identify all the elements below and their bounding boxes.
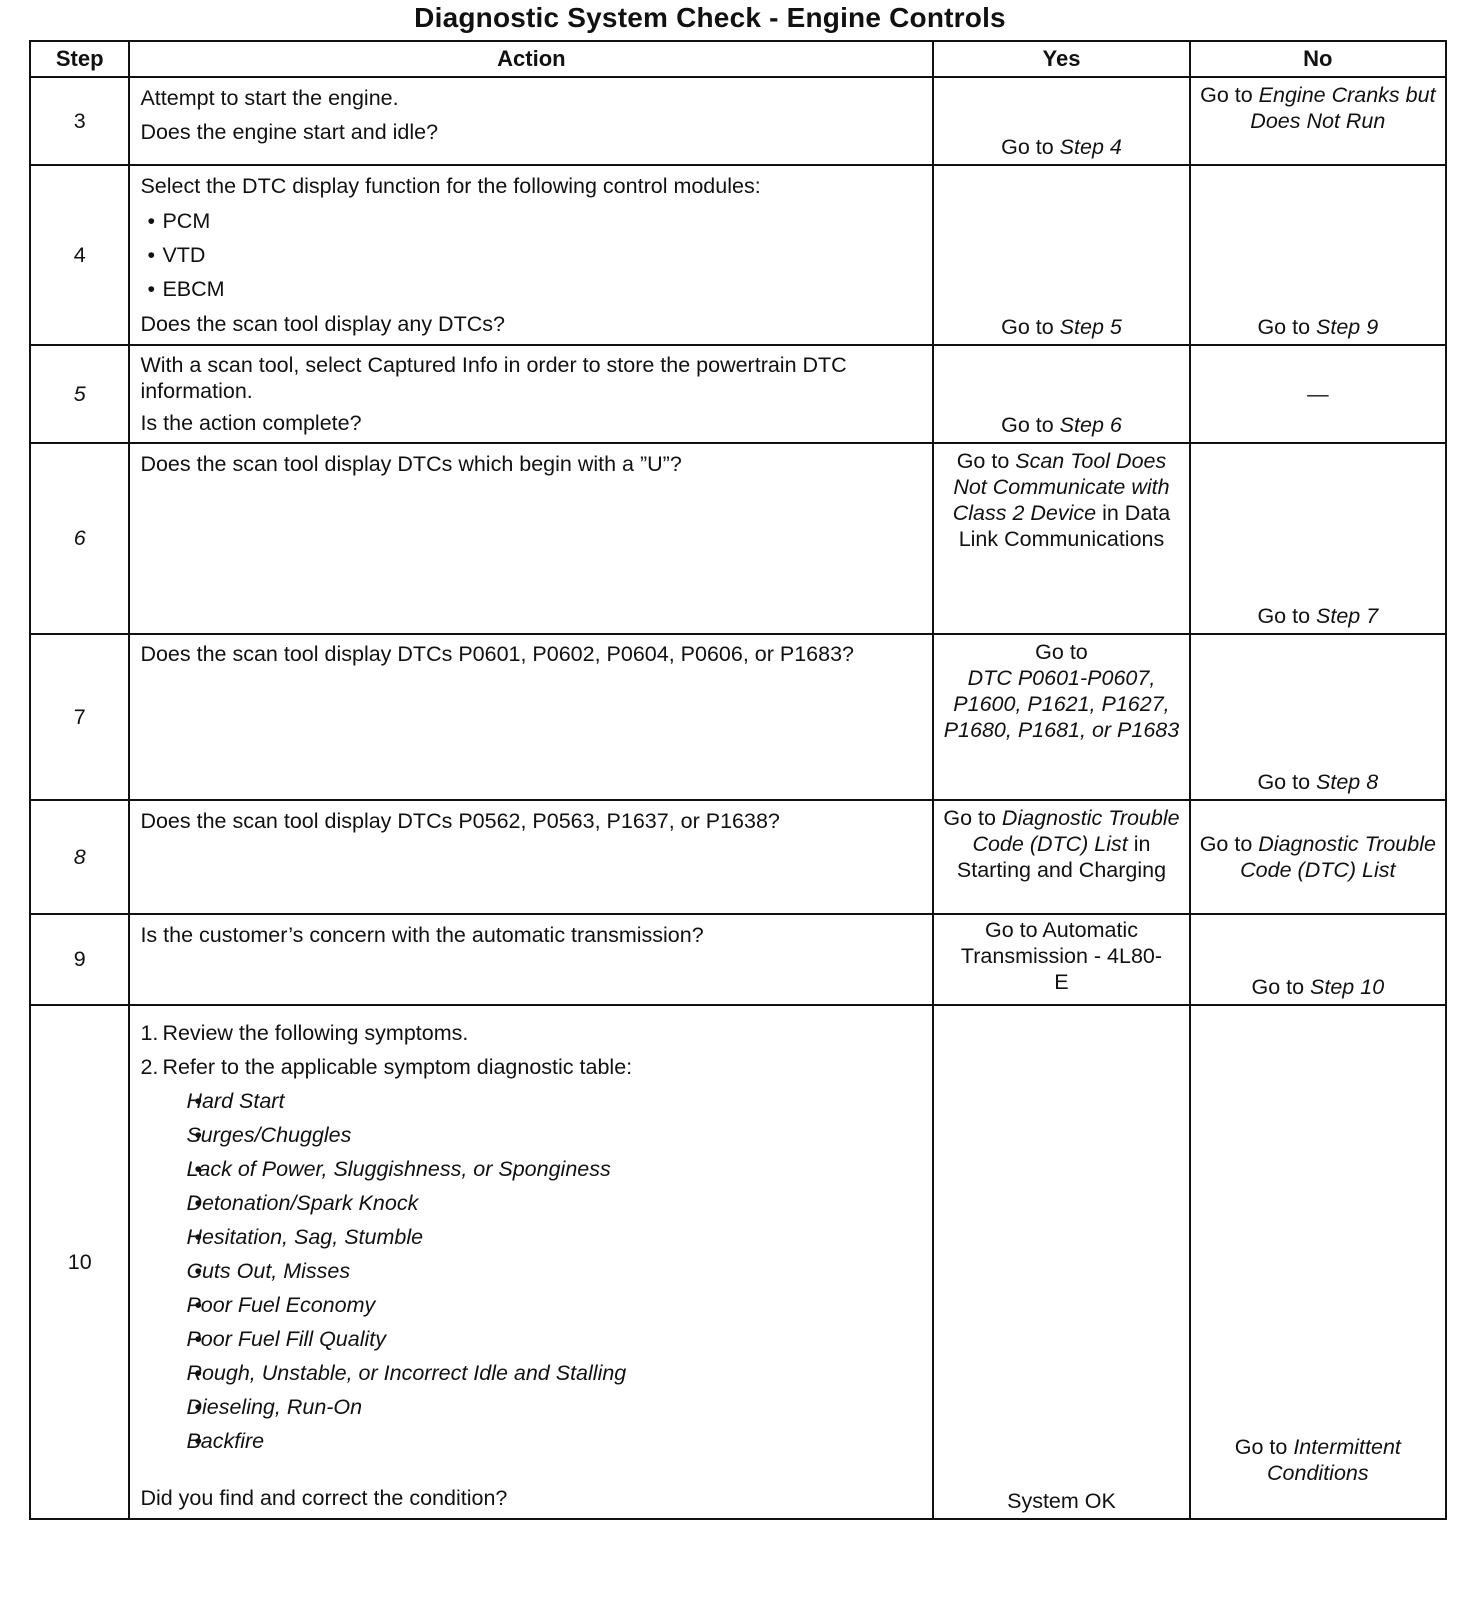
action-question: Does the scan tool display DTCs P0601, P0602, P0604, P0606, or P1683?: [140, 642, 854, 666]
page-title: Diagnostic System Check - Engine Controls: [414, 2, 1006, 33]
yes-cell: [933, 634, 1189, 800]
diagnostic-table: [29, 40, 1447, 1520]
action-cell: [129, 77, 933, 165]
header-yes: Yes: [933, 41, 1189, 77]
action-cell: [129, 165, 933, 345]
table-row-step-10: [30, 1005, 1446, 1519]
yes-goto[interactable]: Go to Step 4: [1001, 135, 1122, 159]
symptom-link[interactable]: • Surges/Chuggles: [140, 1118, 922, 1152]
step-number: 7: [30, 634, 129, 800]
step-number: 8: [30, 800, 129, 914]
yes-cell: [933, 345, 1189, 443]
no-cell: [1190, 443, 1446, 634]
header-action: Action: [129, 41, 933, 77]
no-dash: —: [1307, 382, 1329, 406]
action-question: Does the scan tool display DTCs P0562, P0563, P1637, or P1638?: [140, 809, 780, 833]
symptom-link[interactable]: • Backfire: [140, 1424, 922, 1458]
no-cell: [1190, 165, 1446, 345]
yes-goto[interactable]: Go to Step 5: [1001, 315, 1122, 339]
no-cell: [1190, 634, 1446, 800]
table-row-step-7: [30, 634, 1446, 800]
symptom-link[interactable]: • Cuts Out, Misses: [140, 1254, 922, 1288]
table-row-step-3: [30, 77, 1446, 165]
list-item: 2. Refer to the applicable symptom diagnostic table: • Hard Start • Surges/Chuggles • Lack of Power, Sluggishness, or Sponginess • Detonation/Spark Knock • Hesitation, Sag, Stumble • Cuts Out, Misses • Poor Fuel Economy • Poor Fuel Fill Quality • Rough, Unstable, or Incorrect Idle and Stalling • Dieseling, Run-On • Backfire: [140, 1050, 922, 1458]
symptom-link[interactable]: • Lack of Power, Sluggishness, or Sponginess: [140, 1152, 922, 1186]
action-cell: [129, 634, 933, 800]
yes-cell: [933, 800, 1189, 914]
step-number: 10: [30, 1005, 129, 1519]
action-question: Does the scan tool display any DTCs?: [140, 312, 505, 336]
yes-cell: [933, 914, 1189, 1005]
no-cell: [1190, 345, 1446, 443]
step-number: 3: [30, 77, 129, 165]
table-row-step-4: [30, 165, 1446, 345]
action-text: With a scan tool, select Captured Info in order to store the powertrain DTC information.: [140, 353, 847, 403]
action-cell: [129, 914, 933, 1005]
header-step: Step: [30, 41, 129, 77]
no-cell: [1190, 77, 1446, 165]
action-question: Is the action complete?: [140, 411, 362, 435]
table-header-row: [30, 41, 1446, 77]
table-row-step-5: [30, 345, 1446, 443]
table-row-step-8: [30, 800, 1446, 914]
action-text: Select the DTC display function for the following control modules:: [140, 174, 761, 198]
no-cell: [1190, 1005, 1446, 1519]
table-row-step-6: [30, 443, 1446, 634]
yes-goto[interactable]: Go to DTC P0601-P0607, P1600, P1621, P1627, P1680, P1681, or P1683: [943, 640, 1180, 742]
action-question: Does the engine start and idle?: [140, 120, 439, 144]
no-goto[interactable]: Go to Intermittent Conditions: [1234, 1435, 1401, 1485]
no-cell: [1190, 800, 1446, 914]
module-list: [140, 204, 922, 306]
action-question: Does the scan tool display DTCs which begin with a ”U”?: [140, 452, 682, 476]
yes-cell: [933, 1005, 1189, 1519]
symptom-link[interactable]: • Rough, Unstable, or Incorrect Idle and Stalling: [140, 1356, 922, 1390]
yes-goto[interactable]: Go to Scan Tool Does Not Communicate with Class 2 Device in Data Link Communications: [952, 449, 1171, 551]
table-row-step-9: [30, 914, 1446, 1005]
yes-cell: [933, 165, 1189, 345]
symptom-list: [140, 1084, 922, 1458]
symptom-link[interactable]: • Hesitation, Sag, Stumble: [140, 1220, 922, 1254]
step-number: 5: [30, 345, 129, 443]
no-goto[interactable]: Go to Step 10: [1251, 975, 1385, 999]
list-item: 1. Review the following symptoms.: [140, 1021, 469, 1045]
no-cell: [1190, 914, 1446, 1005]
action-question: Is the customer’s concern with the automatic transmission?: [140, 923, 704, 947]
procedure-steps: [140, 1016, 922, 1458]
action-cell: [129, 1005, 933, 1519]
no-goto[interactable]: Go to Step 9: [1257, 315, 1379, 339]
header-no: No: [1190, 41, 1446, 77]
list-item: • VTD: [140, 238, 922, 272]
no-goto[interactable]: Go to Step 8: [1257, 770, 1379, 794]
yes-result: System OK: [1007, 1489, 1116, 1513]
action-question: Did you find and correct the condition?: [140, 1486, 508, 1510]
no-goto[interactable]: Go to Step 7: [1257, 604, 1379, 628]
symptom-link[interactable]: • Hard Start: [140, 1084, 922, 1118]
yes-goto[interactable]: Go to Diagnostic Trouble Code (DTC) List in Starting and Charging: [943, 806, 1180, 882]
symptom-link[interactable]: • Poor Fuel Economy: [140, 1288, 922, 1322]
symptom-link[interactable]: • Detonation/Spark Knock: [140, 1186, 922, 1220]
step-number: 4: [30, 165, 129, 345]
yes-goto[interactable]: Go to Automatic Transmission - 4L80-E: [960, 918, 1163, 994]
step-number: 6: [30, 443, 129, 634]
yes-cell: [933, 443, 1189, 634]
yes-goto[interactable]: Go to Step 6: [1001, 413, 1122, 437]
no-goto[interactable]: Go to Diagnostic Trouble Code (DTC) List: [1199, 832, 1436, 882]
no-goto[interactable]: Go to Engine Cranks but Does Not Run: [1200, 83, 1436, 133]
step-number: 9: [30, 914, 129, 1005]
symptom-link[interactable]: • Dieseling, Run-On: [140, 1390, 922, 1424]
action-cell: [129, 800, 933, 914]
action-cell: [129, 345, 933, 443]
symptom-link[interactable]: • Poor Fuel Fill Quality: [140, 1322, 922, 1356]
action-text: Attempt to start the engine.: [140, 86, 399, 110]
action-cell: [129, 443, 933, 634]
list-item: • PCM: [140, 204, 922, 238]
yes-cell: [933, 77, 1189, 165]
list-item: • EBCM: [140, 272, 922, 306]
